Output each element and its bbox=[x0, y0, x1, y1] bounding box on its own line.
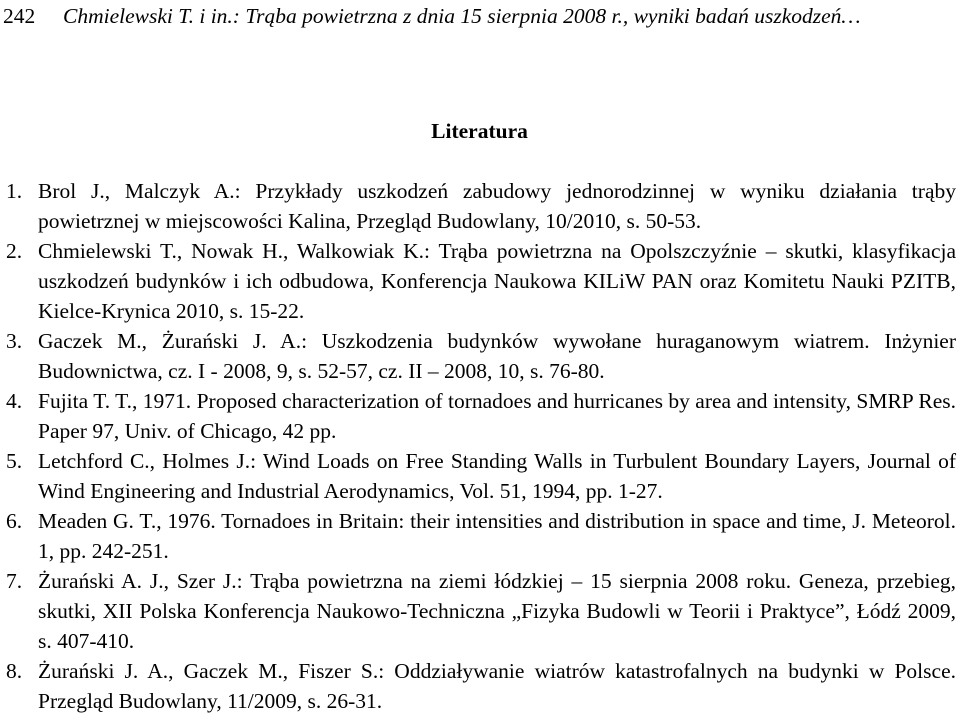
reference-number: 5. bbox=[6, 449, 23, 473]
reference-number: 7. bbox=[6, 569, 23, 593]
reference-number: 6. bbox=[6, 509, 23, 533]
reference-number: 2. bbox=[6, 239, 23, 263]
running-head-title: Chmielewski T. i in.: Trąba powietrzna z dnia 15 sierpnia 2008 r., wyniki badań uszkodzeń… bbox=[63, 4, 861, 28]
reference-text: Żurański A. J., Szer J.: Trąba powietrzna na ziemi łódzkiej – 15 sierpnia 2008 roku. Geneza, przebieg, skutki, XII Polska Konferencja Naukowo-Techniczna „Fizyka Budowli w Teorii i Praktyce”, Łódź 2009, s. 407-410. bbox=[38, 569, 956, 653]
reference-text: Meaden G. T., 1976. Tornadoes in Britain: their intensities and distribution in space and time, J. Meteorol. 1, pp. 242-251. bbox=[38, 509, 956, 563]
reference-number: 4. bbox=[6, 389, 23, 413]
page-number: 242 bbox=[3, 4, 36, 28]
reference-item bbox=[6, 506, 956, 566]
reference-text: Fujita T. T., 1971. Proposed characterization of tornadoes and hurricanes by area and intensity, SMRP Res. Paper 97, Univ. of Chicago, 42 pp. bbox=[38, 389, 956, 443]
reference-item bbox=[6, 386, 956, 446]
reference-item bbox=[6, 326, 956, 386]
reference-number: 8. bbox=[6, 659, 23, 683]
reference-text: Letchford C., Holmes J.: Wind Loads on Free Standing Walls in Turbulent Boundary Layers, Journal of Wind Engineering and Industrial Aerodynamics, Vol. 51, 1994, pp. 1-27. bbox=[38, 449, 956, 503]
reference-text: Żurański J. A., Gaczek M., Fiszer S.: Oddziaływanie wiatrów katastrofalnych na budynki w Polsce. Przegląd Budowlany, 11/2009, s. 26-31. bbox=[38, 659, 956, 713]
running-head bbox=[3, 4, 948, 28]
reference-list bbox=[6, 176, 956, 716]
reference-item bbox=[6, 236, 956, 326]
reference-text: Brol J., Malczyk A.: Przykłady uszkodzeń zabudowy jednorodzinnej w wyniku działania trąby powietrznej w miejscowości Kalina, Przegląd Budowlany, 10/2010, s. 50-53. bbox=[38, 179, 956, 233]
reference-item bbox=[6, 176, 956, 236]
section-heading: Literatura bbox=[431, 119, 528, 143]
reference-item bbox=[6, 446, 956, 506]
reference-number: 3. bbox=[6, 329, 23, 353]
reference-text: Gaczek M., Żurański J. A.: Uszkodzenia budynków wywołane huraganowym wiatrem. Inżynier Budownictwa, cz. I - 2008, 9, s. 52-57, cz. II – 2008, 10, s. 76-80. bbox=[38, 329, 956, 383]
reference-text: Chmielewski T., Nowak H., Walkowiak K.: Trąba powietrzna na Opolszczyźnie – skutki, klasyfikacja uszkodzeń budynków i ich odbudowa, Konferencja Naukowa KILiW PAN oraz Komitetu Nauki PZITB, Kielce-Krynica 2010, s. 15-22. bbox=[38, 239, 956, 323]
reference-item bbox=[6, 566, 956, 656]
reference-number: 1. bbox=[6, 179, 23, 203]
reference-item bbox=[6, 656, 956, 716]
